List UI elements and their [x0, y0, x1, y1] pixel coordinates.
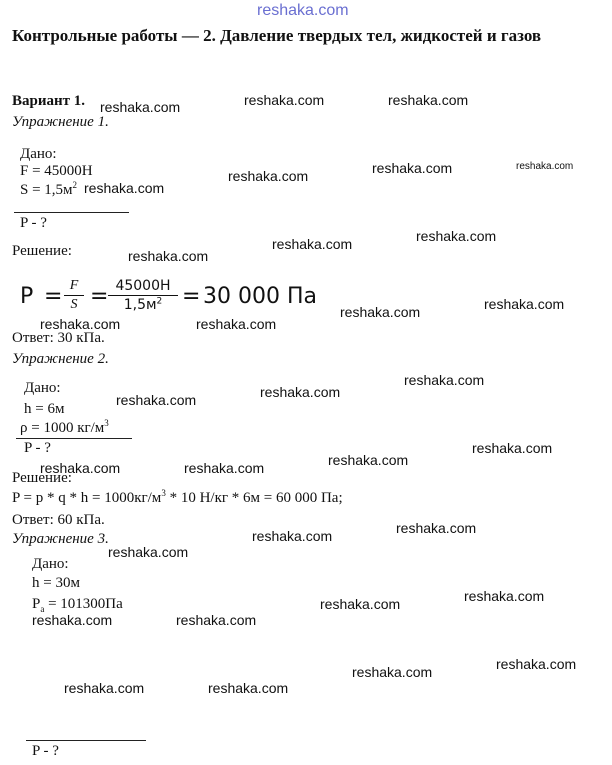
- watermark[interactable]: reshaka.com: [516, 161, 574, 172]
- exercise-2-heading: Упражнение 2.: [12, 351, 109, 367]
- ex2-given-divider: [16, 438, 132, 439]
- watermark[interactable]: reshaka.com: [196, 316, 277, 332]
- watermark[interactable]: reshaka.com: [108, 544, 189, 560]
- ex1-solution-label: Решение:: [12, 243, 72, 259]
- formula-equals-1: =: [44, 284, 63, 309]
- formula-result: 30 000 Па: [203, 284, 317, 309]
- ex2-density-value: ρ = 1000 $кг/м^3$: [20, 418, 109, 436]
- watermark[interactable]: reshaka.com: [328, 452, 409, 468]
- watermark[interactable]: reshaka.com: [252, 528, 333, 544]
- page-title: Контрольные работы — 2. Давление твердых тел, жидкостей и газов: [12, 26, 542, 45]
- watermark[interactable]: reshaka.com: [320, 596, 401, 612]
- watermark[interactable]: reshaka.com: [208, 680, 289, 696]
- watermark[interactable]: reshaka.com: [228, 168, 309, 184]
- watermark[interactable]: reshaka.com: [176, 612, 257, 628]
- ex2-given-label: Дано:: [24, 380, 61, 396]
- watermark[interactable]: reshaka.com: [40, 460, 121, 476]
- formula-fraction-symbolic: [64, 277, 84, 314]
- watermark[interactable]: reshaka.com: [388, 92, 469, 108]
- ex2-answer: Ответ: 60 кПа.: [12, 512, 105, 528]
- ex3-height-value: h = 30м: [32, 575, 80, 591]
- ex2-solution-label: Решение:: [12, 470, 72, 486]
- ex2-height-value: h = 6м: [24, 401, 65, 417]
- variant-heading: Вариант 1.: [12, 93, 86, 109]
- ex3-pressure-value: $P_a = 101300Па$: [32, 596, 123, 614]
- watermark[interactable]: reshaka.com: [184, 460, 265, 476]
- watermark[interactable]: reshaka.com: [116, 392, 197, 408]
- ex2-solution-line: $P = p * q * h = 1000кг/м^3 * 10$ Н/кг * 6м = 60 000 Па;: [12, 488, 343, 506]
- watermark[interactable]: reshaka.com: [472, 440, 553, 456]
- formula-frac2-denominator: $1,5м^2$: [108, 295, 178, 314]
- watermark[interactable]: reshaka.com: [128, 248, 209, 264]
- watermark[interactable]: reshaka.com: [244, 92, 325, 108]
- ex1-given-label: Дано:: [20, 146, 57, 162]
- watermark[interactable]: reshaka.com: [340, 304, 421, 320]
- watermark[interactable]: reshaka.com: [352, 664, 433, 680]
- exercise-1-heading: Упражнение 1.: [12, 114, 109, 130]
- ex3-find: P - ?: [32, 743, 59, 759]
- watermark[interactable]: reshaka.com: [260, 384, 341, 400]
- watermark[interactable]: reshaka.com: [40, 316, 121, 332]
- watermark[interactable]: reshaka.com: [372, 160, 453, 176]
- watermark[interactable]: reshaka.com: [272, 236, 353, 252]
- watermark[interactable]: reshaka.com: [84, 180, 165, 196]
- formula-fraction-numeric: [108, 277, 178, 314]
- watermark[interactable]: reshaka.com: [484, 296, 565, 312]
- formula-equals-2: =: [90, 284, 109, 309]
- ex1-given-divider: [14, 212, 129, 213]
- formula-equals-3: =: [182, 284, 201, 309]
- formula-lhs: P: [20, 284, 34, 309]
- watermark-top[interactable]: reshaka.com: [257, 2, 349, 19]
- formula-frac1-numerator: F: [69, 278, 79, 293]
- watermark[interactable]: reshaka.com: [404, 372, 485, 388]
- ex1-area-value: $S = 1,5м^2$: [20, 180, 78, 198]
- watermark[interactable]: reshaka.com: [396, 520, 477, 536]
- watermark[interactable]: reshaka.com: [464, 588, 545, 604]
- watermark[interactable]: reshaka.com: [64, 680, 145, 696]
- formula-frac1-denominator: S: [64, 295, 84, 314]
- ex2-find: P - ?: [24, 440, 51, 456]
- watermark[interactable]: reshaka.com: [32, 612, 113, 628]
- ex1-force-value: F = 45000H: [20, 163, 93, 179]
- ex1-find: P - ?: [20, 215, 47, 231]
- watermark[interactable]: reshaka.com: [416, 228, 497, 244]
- ex1-answer: Ответ: 30 кПа.: [12, 330, 105, 346]
- ex3-given-divider: [26, 740, 146, 741]
- formula-frac2-numerator: 45000H: [115, 278, 171, 294]
- exercise-3-heading: Упражнение 3.: [12, 531, 109, 547]
- watermark[interactable]: reshaka.com: [496, 656, 577, 672]
- ex3-given-label: Дано:: [32, 556, 69, 572]
- watermark[interactable]: reshaka.com: [100, 99, 181, 115]
